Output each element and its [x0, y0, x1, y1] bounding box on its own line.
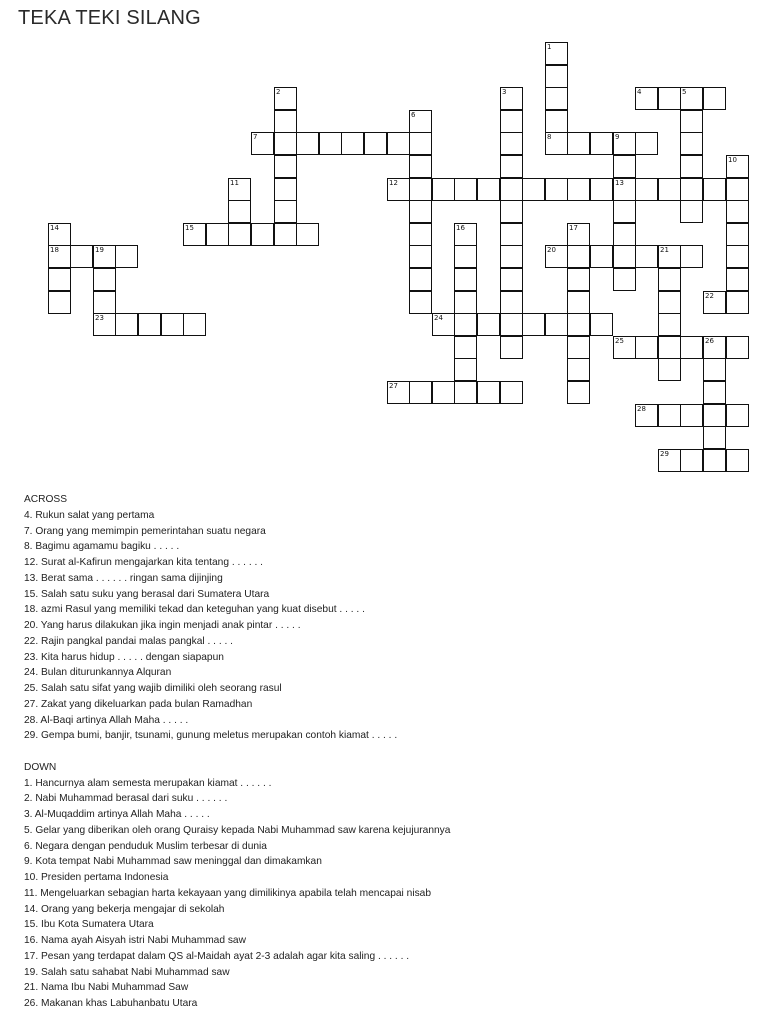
clue-number: 6 [411, 111, 416, 119]
grid-cell[interactable] [409, 110, 432, 133]
grid-cell[interactable] [477, 313, 500, 336]
down-clue: 1. Hancurnya alam semesta merupakan kiamat . . . . . . [24, 777, 272, 789]
grid-cell[interactable] [726, 155, 749, 178]
grid-cell[interactable] [726, 404, 749, 427]
clue-number: 26 [705, 337, 714, 345]
clue-number: 18 [50, 246, 59, 254]
clue-number: 5 [682, 88, 687, 96]
clue-number: 10 [728, 156, 737, 164]
down-clue: 3. Al-Muqaddim artinya Allah Maha . . . . . [24, 809, 210, 820]
grid-cell[interactable] [658, 291, 681, 314]
grid-cell[interactable] [409, 155, 432, 178]
grid-cell[interactable] [228, 200, 251, 223]
grid-cell[interactable] [658, 336, 681, 359]
grid-cell[interactable] [635, 87, 658, 110]
grid-cell[interactable] [409, 245, 432, 268]
down-heading: DOWN [24, 761, 57, 773]
grid-cell[interactable] [590, 178, 613, 201]
grid-cell[interactable] [726, 178, 749, 201]
grid-cell[interactable] [454, 313, 477, 336]
grid-cell[interactable] [409, 291, 432, 314]
across-section [24, 492, 764, 744]
grid-cell[interactable] [454, 291, 477, 314]
down-clue: 5. Gelar yang diberikan oleh orang Quraisy kepada Nabi Muhammad saw karena kejujurannya [24, 824, 451, 836]
down-clue: 14. Orang yang bekerja mengajar di sekolah [24, 903, 225, 915]
across-clue: 27. Zakat yang dikeluarkan pada bulan Ramadhan [24, 698, 253, 710]
clue-number: 8 [547, 133, 552, 141]
grid-cell[interactable] [454, 336, 477, 359]
grid-cell[interactable] [613, 223, 636, 246]
grid-cell[interactable] [500, 110, 523, 133]
page-title: TEKA TEKI SILANG [18, 7, 201, 29]
grid-cell[interactable] [454, 381, 477, 404]
across-clue: 29. Gempa bumi, banjir, tsunami, gunung meletus merupakan contoh kiamat . . . . . [24, 730, 398, 742]
down-clue: 2. Nabi Muhammad berasal dari suku . . . . . . [24, 793, 228, 805]
across-clue: 24. Bulan diturunkannya Alquran [24, 667, 172, 679]
grid-cell[interactable] [567, 178, 590, 201]
grid-cell[interactable] [477, 178, 500, 201]
grid-cell[interactable] [680, 404, 703, 427]
grid-cell[interactable] [658, 449, 681, 472]
clue-number: 27 [389, 382, 398, 390]
grid-cell[interactable] [545, 65, 568, 88]
grid-cell[interactable] [387, 132, 410, 155]
grid-cell[interactable] [613, 200, 636, 223]
across-clue: 7. Orang yang memimpin pemerintahan suatu negara [24, 525, 266, 537]
grid-cell[interactable] [48, 245, 71, 268]
clue-number: 3 [502, 88, 507, 96]
grid-cell[interactable] [545, 178, 568, 201]
grid-cell[interactable] [115, 245, 138, 268]
grid-cell[interactable] [409, 223, 432, 246]
grid-cell[interactable] [93, 245, 116, 268]
grid-cell[interactable] [590, 245, 613, 268]
grid-cell[interactable] [680, 200, 703, 223]
down-clue: 21. Nama Ibu Nabi Muhammad Saw [24, 982, 189, 994]
grid-cell[interactable] [274, 110, 297, 133]
grid-cell[interactable] [500, 155, 523, 178]
down-clue: 11. Mengeluarkan sebagian harta kekayaan yang dimilikinya apabila telah mencapai nisab [24, 887, 432, 899]
grid-cell[interactable] [274, 200, 297, 223]
grid-cell[interactable] [635, 336, 658, 359]
grid-cell[interactable] [500, 87, 523, 110]
grid-cell[interactable] [274, 87, 297, 110]
down-clue: 6. Negara dengan penduduk Muslim terbesar di dunia [24, 840, 267, 852]
grid-cell[interactable] [726, 200, 749, 223]
clue-number: 1 [547, 43, 552, 51]
grid-cell[interactable] [703, 87, 726, 110]
grid-cell[interactable] [726, 291, 749, 314]
grid-cell[interactable] [274, 178, 297, 201]
grid-cell[interactable] [567, 245, 590, 268]
clue-number: 17 [569, 224, 578, 232]
grid-cell[interactable] [409, 268, 432, 291]
clue-number: 22 [705, 292, 714, 300]
clue-number: 24 [434, 314, 443, 322]
down-clue-list [24, 776, 764, 1012]
grid-cell[interactable] [274, 155, 297, 178]
grid-cell[interactable] [432, 381, 455, 404]
grid-cell[interactable] [228, 223, 251, 246]
grid-cell[interactable] [567, 291, 590, 314]
grid-cell[interactable] [635, 404, 658, 427]
down-clue: 17. Pesan yang terdapat dalam QS al-Maidah ayat 2-3 adalah agar kita saling . . . . . . [24, 950, 410, 962]
grid-cell[interactable] [206, 223, 229, 246]
grid-cell[interactable] [48, 291, 71, 314]
grid-cell[interactable] [454, 178, 477, 201]
grid-cell[interactable] [545, 110, 568, 133]
grid-cell[interactable] [567, 223, 590, 246]
grid-cell[interactable] [409, 178, 432, 201]
grid-cell[interactable] [726, 223, 749, 246]
grid-cell[interactable] [364, 132, 387, 155]
grid-cell[interactable] [658, 87, 681, 110]
grid-cell[interactable] [703, 449, 726, 472]
across-clue: 4. Rukun salat yang pertama [24, 509, 155, 521]
down-clue: 26. Makanan khas Labuhanbatu Utara [24, 998, 198, 1009]
grid-cell[interactable] [296, 132, 319, 155]
grid-cell[interactable] [93, 291, 116, 314]
grid-cell[interactable] [613, 155, 636, 178]
clue-number: 12 [389, 179, 398, 187]
grid-cell[interactable] [613, 132, 636, 155]
grid-cell[interactable] [522, 178, 545, 201]
grid-cell[interactable] [387, 178, 410, 201]
across-clue: 28. Al-Baqi artinya Allah Maha . . . . . [24, 714, 189, 726]
grid-cell[interactable] [726, 268, 749, 291]
grid-cell[interactable] [635, 178, 658, 201]
grid-cell[interactable] [613, 178, 636, 201]
grid-cell[interactable] [613, 268, 636, 291]
grid-cell[interactable] [703, 404, 726, 427]
grid-cell[interactable] [680, 336, 703, 359]
down-clue: 19. Salah satu sahabat Nabi Muhammad saw [24, 966, 230, 978]
clue-number: 19 [95, 246, 104, 254]
down-clue: 16. Nama ayah Aisyah istri Nabi Muhammad saw [24, 935, 246, 946]
grid-cell[interactable] [703, 291, 726, 314]
clue-number: 20 [547, 246, 556, 254]
grid-cell[interactable] [613, 245, 636, 268]
grid-cell[interactable] [48, 268, 71, 291]
grid-cell[interactable] [590, 132, 613, 155]
clue-number: 28 [637, 405, 646, 413]
across-heading: ACROSS [24, 494, 68, 505]
grid-cell[interactable] [500, 200, 523, 223]
grid-cell[interactable] [680, 449, 703, 472]
grid-cell[interactable] [680, 110, 703, 133]
grid-cell[interactable] [545, 313, 568, 336]
grid-cell[interactable] [500, 268, 523, 291]
grid-cell[interactable] [545, 87, 568, 110]
grid-cell[interactable] [454, 268, 477, 291]
down-clue: 9. Kota tempat Nabi Muhammad saw meninggal dan dimakamkan [24, 856, 322, 868]
grid-cell[interactable] [341, 132, 364, 155]
grid-cell[interactable] [500, 132, 523, 155]
grid-cell[interactable] [228, 178, 251, 201]
grid-cell[interactable] [93, 268, 116, 291]
across-clue: 25. Salah satu sifat yang wajib dimiliki oleh seorang rasul [24, 683, 282, 694]
down-section [24, 760, 764, 1012]
across-clue: 13. Berat sama . . . . . . ringan sama dijinjing [24, 572, 223, 584]
grid-cell[interactable] [432, 313, 455, 336]
clue-number: 15 [185, 224, 194, 232]
grid-cell[interactable] [703, 358, 726, 381]
grid-cell[interactable] [726, 449, 749, 472]
grid-cell[interactable] [183, 313, 206, 336]
grid-cell[interactable] [70, 245, 93, 268]
across-clue: 18. azmi Rasul yang memiliki tekad dan keteguhan yang kuat disebut . . . . . [24, 604, 365, 616]
clue-number: 21 [660, 246, 669, 254]
grid-cell[interactable] [48, 223, 71, 246]
clue-number: 4 [637, 88, 642, 96]
grid-cell[interactable] [251, 223, 274, 246]
grid-cell[interactable] [432, 178, 455, 201]
grid-cell[interactable] [251, 132, 274, 155]
grid-cell[interactable] [680, 155, 703, 178]
grid-cell[interactable] [522, 313, 545, 336]
clue-list [24, 492, 764, 1012]
down-clue: 10. Presiden pertama Indonesia [24, 872, 169, 883]
clue-number: 7 [253, 133, 258, 141]
grid-cell[interactable] [567, 358, 590, 381]
grid-cell[interactable] [635, 245, 658, 268]
grid-cell[interactable] [545, 42, 568, 65]
grid-cell[interactable] [274, 223, 297, 246]
clue-number: 11 [230, 179, 239, 187]
grid-cell[interactable] [161, 313, 184, 336]
grid-cell[interactable] [500, 223, 523, 246]
grid-cell[interactable] [115, 313, 138, 336]
clue-number: 25 [615, 337, 624, 345]
grid-cell[interactable] [567, 336, 590, 359]
clue-number: 9 [615, 133, 620, 141]
across-clue: 15. Salah satu suku yang berasal dari Sumatera Utara [24, 588, 270, 600]
grid-cell[interactable] [635, 132, 658, 155]
grid-cell[interactable] [680, 245, 703, 268]
grid-cell[interactable] [567, 381, 590, 404]
across-clue-list [24, 508, 764, 744]
grid-cell[interactable] [477, 381, 500, 404]
across-clue: 23. Kita harus hidup . . . . . dengan siapapun [24, 651, 224, 663]
grid-cell[interactable] [387, 381, 410, 404]
grid-cell[interactable] [658, 245, 681, 268]
grid-cell[interactable] [590, 313, 613, 336]
grid-cell[interactable] [319, 132, 342, 155]
grid-cell[interactable] [703, 178, 726, 201]
across-clue: 22. Rajin pangkal pandai malas pangkal . . . . . [24, 635, 233, 647]
grid-cell[interactable] [183, 223, 206, 246]
across-clue: 12. Surat al-Kafirun mengajarkan kita tentang . . . . . . [24, 557, 263, 568]
grid-cell[interactable] [296, 223, 319, 246]
grid-cell[interactable] [680, 178, 703, 201]
grid-cell[interactable] [500, 245, 523, 268]
grid-cell[interactable] [658, 404, 681, 427]
grid-cell[interactable] [454, 223, 477, 246]
grid-cell[interactable] [500, 291, 523, 314]
grid-cell[interactable] [93, 313, 116, 336]
clue-number: 2 [276, 88, 281, 96]
across-clue: 8. Bagimu agamamu bagiku . . . . . [24, 541, 180, 553]
grid-cell[interactable] [658, 268, 681, 291]
clue-number: 29 [660, 450, 669, 458]
grid-cell[interactable] [703, 426, 726, 449]
grid-cell[interactable] [545, 245, 568, 268]
clue-number: 23 [95, 314, 104, 322]
grid-cell[interactable] [500, 313, 523, 336]
grid-cell[interactable] [703, 381, 726, 404]
clue-number: 13 [615, 179, 624, 187]
grid-cell[interactable] [567, 268, 590, 291]
grid-cell[interactable] [567, 313, 590, 336]
grid-cell[interactable] [545, 132, 568, 155]
grid-cell[interactable] [658, 358, 681, 381]
clue-number: 16 [456, 224, 465, 232]
grid-cell[interactable] [454, 245, 477, 268]
grid-cell[interactable] [680, 132, 703, 155]
grid-cell[interactable] [409, 381, 432, 404]
grid-cell[interactable] [567, 132, 590, 155]
grid-cell[interactable] [409, 200, 432, 223]
grid-cell[interactable] [274, 132, 297, 155]
grid-cell[interactable] [454, 358, 477, 381]
clue-number: 14 [50, 224, 59, 232]
grid-cell[interactable] [613, 336, 636, 359]
grid-cell[interactable] [680, 87, 703, 110]
grid-cell[interactable] [409, 132, 432, 155]
grid-cell[interactable] [658, 313, 681, 336]
crossword-grid [0, 0, 768, 470]
down-clue: 15. Ibu Kota Sumatera Utara [24, 919, 154, 931]
grid-cell[interactable] [500, 336, 523, 359]
grid-cell[interactable] [658, 178, 681, 201]
grid-cell[interactable] [726, 336, 749, 359]
grid-cell[interactable] [500, 381, 523, 404]
grid-cell[interactable] [138, 313, 161, 336]
grid-cell[interactable] [726, 245, 749, 268]
across-clue: 20. Yang harus dilakukan jika ingin menjadi anak pintar . . . . . [24, 620, 301, 631]
grid-cell[interactable] [500, 178, 523, 201]
grid-cell[interactable] [703, 336, 726, 359]
